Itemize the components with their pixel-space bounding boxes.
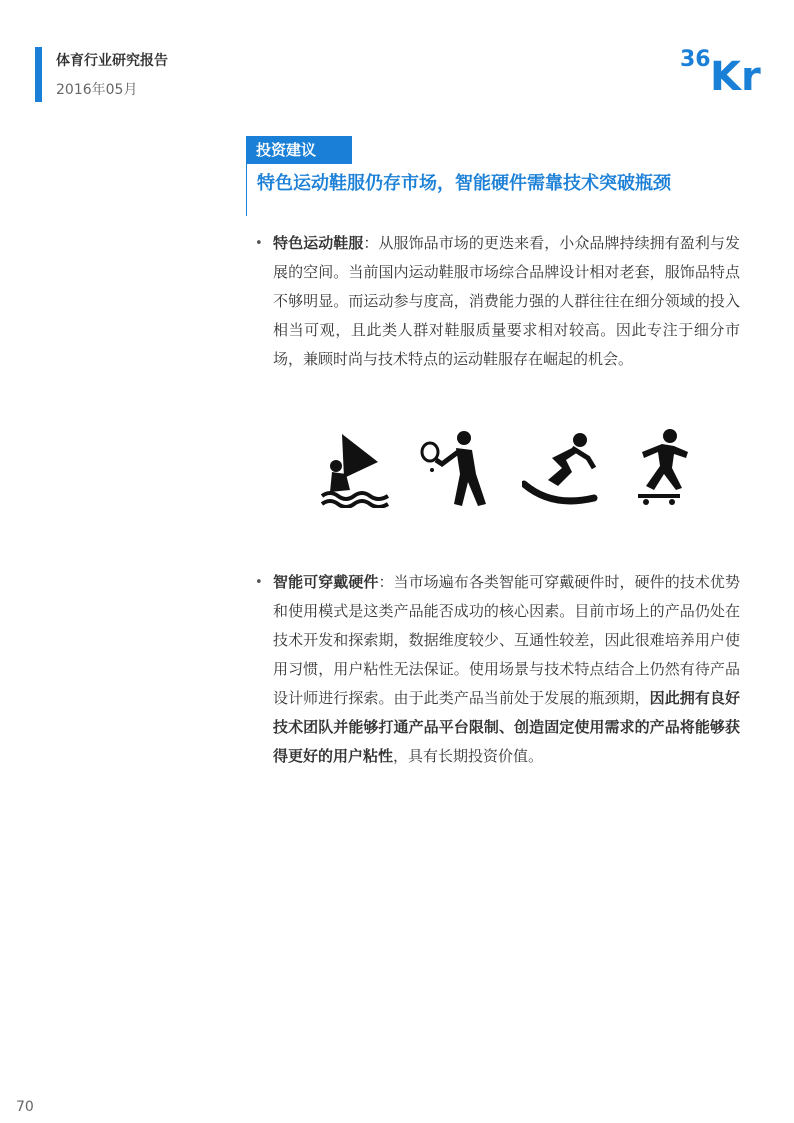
header-accent-bar <box>35 47 42 102</box>
paragraph-wearables <box>255 568 740 771</box>
bullet-icon: • <box>255 575 263 590</box>
skateboarding-icon <box>632 428 692 508</box>
paragraph-text: ：当市场遍布各类智能可穿戴硬件时，硬件的技术优势和使用模式是这类产品能否成功的核心因素。目前市场上的产品仍处在技术开发和探索期，数据维度较少、互通性较差，因此很难培养用户使用习惯，用户粘性无法保证。使用场景与技术特点结合上仍然有待产品设计师进行探索。由于此类产品当前处于发展的瓶颈期， <box>273 573 740 707</box>
bullet-icon: • <box>255 236 263 251</box>
paragraph-text: ：从服饰品市场的更迭来看，小众品牌持续拥有盈利与发展的空间。当前国内运动鞋服市场综合品牌设计相对老套，服饰品特点不够明显。而运动参与度高，消费能力强的人群往往在细分领域的投入相当可观，且此类人群对鞋服质量要求相对较高。因此专注于细分市场，兼顾时尚与技术特点的运动鞋服存在崛起的机会。 <box>273 234 740 368</box>
brand-logo <box>680 44 764 94</box>
section-heading: 特色运动鞋服仍存市场，智能硬件需靠技术突破瓶颈 <box>257 173 671 194</box>
paragraph-lead: 特色运动鞋服 <box>273 234 364 252</box>
svg-text:Kr: Kr <box>710 54 761 94</box>
windsurfing-icon <box>320 428 392 508</box>
snowboarding-icon <box>522 428 598 508</box>
section-tag: 投资建议 <box>246 136 352 164</box>
paragraph-lead: 智能可穿戴硬件 <box>273 573 379 591</box>
page-number: 70 <box>16 1099 34 1115</box>
paragraph-tail: ，具有长期投资价值。 <box>393 747 544 765</box>
report-date: 2016年05月 <box>56 82 138 98</box>
paragraph-sportswear <box>255 229 740 374</box>
report-title: 体育行业研究报告 <box>56 53 168 69</box>
svg-text:36: 36 <box>680 47 711 72</box>
paragraph-emphasis: 因此拥有良好技术团队并能够打通产品平台限制、创造固定使用需求的产品将能够获得更好的用户粘性 <box>273 689 740 765</box>
tennis-icon <box>420 428 496 508</box>
paragraph-body <box>273 229 740 374</box>
paragraph-body <box>273 568 740 771</box>
sports-icon-row <box>316 428 696 510</box>
